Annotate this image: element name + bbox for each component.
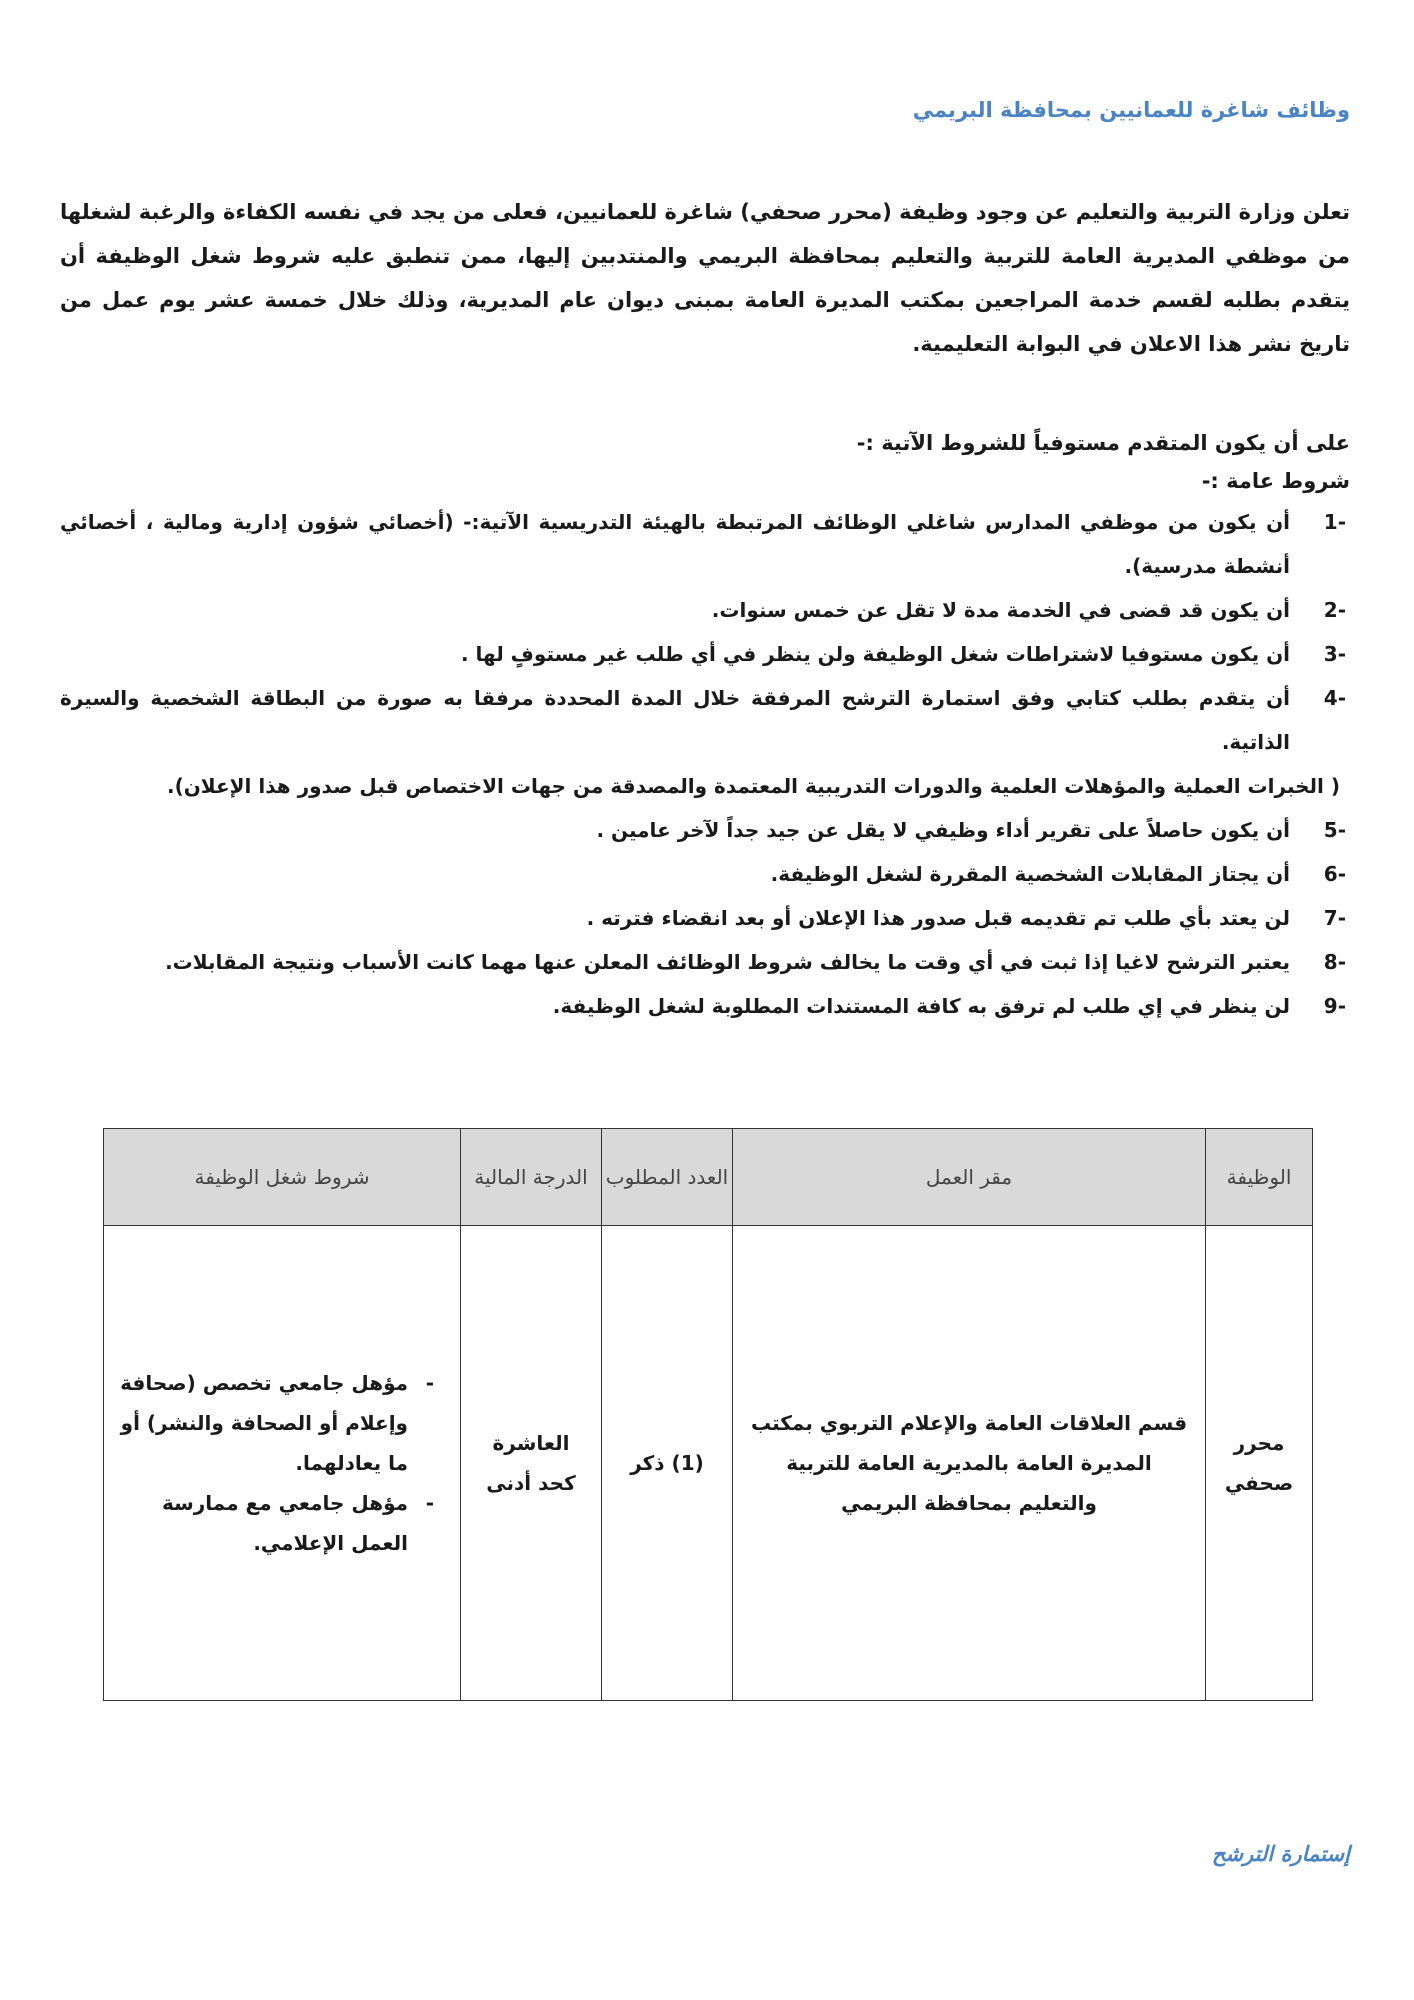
condition-item [60, 588, 1350, 632]
condition-text: أن يكون مستوفيا لاشتراطات شغل الوظيفة ولن ينظر في أي طلب غير مستوفٍ لها . [460, 642, 1290, 666]
condition-item [60, 984, 1350, 1028]
application-form-link[interactable]: إستمارة الترشح [1211, 1842, 1350, 1866]
jobs-table [103, 1128, 1313, 1701]
condition-number: -4 [1323, 686, 1346, 710]
cell-grade: العاشرة كحد أدنى [461, 1226, 602, 1701]
condition-text: أن يكون حاصلاً على تقرير أداء وظيفي لا يقل عن جيد جداً لآخر عامين . [596, 818, 1290, 842]
general-conditions-heading: شروط عامة :- [1201, 469, 1350, 493]
requirement-item [118, 1363, 434, 1483]
condition-text: أن يتقدم بطلب كتابي وفق استمارة الترشح المرفقة خلال المدة المحددة مرفقا به صورة من البطاقة الشخصية والسيرة الذاتية. [60, 686, 1290, 754]
cell-location: قسم العلاقات العامة والإعلام التربوي بمكتب المديرة العامة بالمديرية العامة للتربية والتعليم بمحافظة البريمي [733, 1226, 1206, 1701]
condition-number: -2 [1323, 598, 1346, 622]
cell-requirements [104, 1226, 461, 1701]
condition-item [60, 808, 1350, 852]
condition-number: -3 [1323, 642, 1346, 666]
header-location: مقر العمل [733, 1129, 1206, 1226]
condition-item [60, 676, 1350, 764]
conditions-lead [60, 424, 1350, 500]
page-title: وظائف شاغرة للعمانيين بمحافظة البريمي [912, 98, 1350, 122]
condition-item [60, 500, 1350, 588]
conditions-list [60, 500, 1350, 1028]
cell-job: محرر صحفي [1206, 1226, 1313, 1701]
condition-number: -6 [1323, 862, 1346, 886]
requirement-text: مؤهل جامعي تخصص (صحافة وإعلام أو الصحافة والنشر) أو ما يعادلهما. [120, 1371, 408, 1475]
condition-text: يعتبر الترشح لاغيا إذا ثبت في أي وقت ما يخالف شروط الوظائف المعلن عنها مهما كانت الأسباب ونتيجة المقابلات. [165, 950, 1290, 974]
condition-text: لن ينظر في إي طلب لم ترفق به كافة المستندات المطلوبة لشغل الوظيفة. [552, 994, 1290, 1018]
condition-item [60, 896, 1350, 940]
table-header-row [104, 1129, 1313, 1226]
condition-number: -8 [1323, 950, 1346, 974]
condition-item [60, 940, 1350, 984]
header-count: العدد المطلوب [602, 1129, 733, 1226]
condition-item [60, 632, 1350, 676]
condition-number: -1 [1323, 510, 1346, 534]
condition-item [60, 852, 1350, 896]
header-requirements: شروط شغل الوظيفة [104, 1129, 461, 1226]
requirement-text: مؤهل جامعي مع ممارسة العمل الإعلامي. [161, 1491, 408, 1555]
condition-text: لن يعتد بأي طلب تم تقديمه قبل صدور هذا الإعلان أو بعد انقضاء فترته . [586, 906, 1290, 930]
condition-text: أن يكون قد قضى في الخدمة مدة لا تقل عن خمس سنوات. [711, 598, 1290, 622]
conditions-intro: على أن يكون المتقدم مستوفياً للشروط الآتية :- [856, 431, 1350, 455]
requirement-bullet: - [425, 1371, 434, 1395]
condition-text: أن يكون من موظفي المدارس شاغلي الوظائف المرتبطة بالهيئة التدريسية الآتية:- (أخصائي شؤون إدارية ومالية ، أخصائي أنشطة مدرسية). [60, 510, 1290, 578]
condition-number: -7 [1323, 906, 1346, 930]
intro-paragraph: تعلن وزارة التربية والتعليم عن وجود وظيفة (محرر صحفي) شاغرة للعمانيين، فعلى من يجد في نفسه الكفاءة والرغبة لشغلها من موظفي المديرية العامة للتربية والتعليم بمحافظة البريمي والمنتدبين إليها، ممن تنطبق عليه شروط شغل الوظيفة أن يتقدم بطلبه لقسم خدمة المراجعين بمكتب المديرة العامة بمبنى ديوان عام المديرية، وذلك خلال خمسة عشر يوم عمل من تاريخ نشر هذا الاعلان في البوابة التعليمية. [60, 200, 1350, 356]
requirement-bullet: - [425, 1491, 434, 1515]
table-row [104, 1226, 1313, 1701]
condition-text: أن يجتاز المقابلات الشخصية المقررة لشغل الوظيفة. [770, 862, 1290, 886]
condition-number: -5 [1323, 818, 1346, 842]
requirement-item [118, 1483, 434, 1563]
condition-number: -9 [1323, 994, 1346, 1018]
conditions-note: ( الخبرات العملية والمؤهلات العلمية والدورات التدريبية المعتمدة والمصدقة من جهات الاختصاص قبل صدور هذا الإعلان). [166, 774, 1340, 798]
header-grade: الدرجة المالية [461, 1129, 602, 1226]
header-job: الوظيفة [1206, 1129, 1313, 1226]
cell-count: (1) ذكر [602, 1226, 733, 1701]
